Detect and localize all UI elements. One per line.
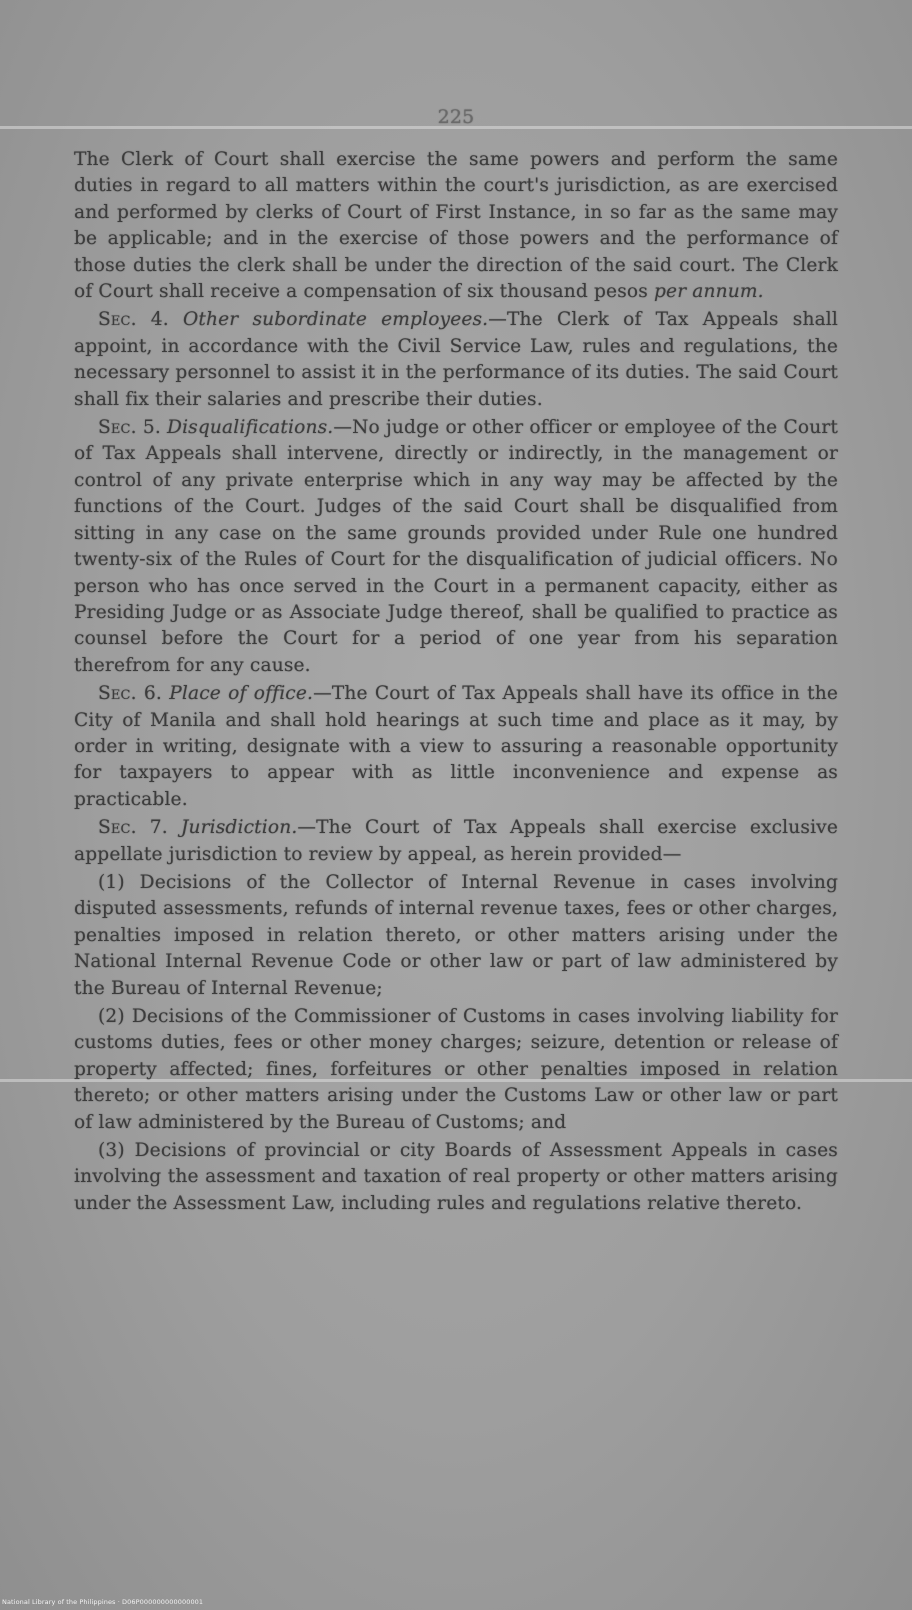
paragraph-clerk-text: The Clerk of Court shall exercise the same powers and perform the same duties in regard to all matters within the court's jurisdiction, as are exercised and performed by clerks of Court of First Instance, in so far as the same may be applicable; and in the exercise of those powers and the performance of those duties the clerk shall be under the direction of the said court. The Clerk of Court shall receive a compensation of six thousand pesos xyxy=(74,149,838,303)
body-text xyxy=(74,147,838,1219)
section-7-label: Sec. 7. xyxy=(98,817,168,839)
jurisdiction-item-3: (3) Decisions of provincial or city Boards of Assessment Appeals in cases involving the assessment and taxation of real property or other matters arising under the Assessment Law, including rules and regulations relative thereto. xyxy=(74,1140,838,1214)
section-6-label: Sec. 6. xyxy=(98,683,162,705)
jurisdiction-item-2: (2) Decisions of the Commissioner of Customs in cases involving liability for customs duties, fees or other money charges; seizure, detention or release of property affected; fines, forfeitures or other penalties imposed in relation thereto; or other matters arising under the Customs Law or other law or part of law administered by the Bureau of Customs; and xyxy=(74,1006,838,1133)
section-4-heading: Other subordinate employees. xyxy=(182,309,489,331)
section-6-body: —The Court of Tax Appeals shall have its office in the City of Manila and shall hold hearings at such time and place as it may, by order in writing, designate with a view to assuring a reasonable opportunity for taxpayers to appear with as little inconvenience and expense as practicable. xyxy=(74,683,838,810)
section-7-heading: Jurisdiction. xyxy=(180,817,298,839)
per-annum-text: per annum. xyxy=(653,281,764,303)
archive-footer: National Library of the Philippines · D06P000000000000001 xyxy=(2,1598,204,1606)
page-number: 225 xyxy=(437,106,475,128)
section-5-heading: Disqualifications. xyxy=(167,417,334,439)
paragraph-clerk-of-court xyxy=(74,147,838,305)
section-6 xyxy=(74,681,838,813)
section-5 xyxy=(74,415,838,679)
section-7-body: —The Court of Tax Appeals shall exercise exclusive appellate jurisdiction to review by appeal, as herein provided— xyxy=(74,817,838,865)
section-5-label: Sec. 5. xyxy=(98,417,161,439)
section-5-body: —No judge or other officer or employee of the Court of Tax Appeals shall intervene, directly or indirectly, in the management or control of any private enterprise which in any way may be affected by the functions of the Court. Judges of the said Court shall be disqualified from sitting in any case on the same grounds provided under Rule one hundred twenty-six of the Rules of Court for the disqualification of judicial officers. No person who has once served in the Court in a permanent capacity, either as Presiding Judge or as Associate Judge thereof, shall be qualified to practice as counsel before the Court for a period of one year from his separation therefrom for any cause. xyxy=(74,417,838,676)
section-6-heading: Place of office. xyxy=(169,683,314,705)
jurisdiction-item-1: (1) Decisions of the Collector of Internal Revenue in cases involving disputed assessments, refunds of internal revenue taxes, fees or other charges, penalties imposed in relation thereto, or other matters arising under the National Internal Revenue Code or other law or part of law administered by the Bureau of Internal Revenue; xyxy=(74,871,838,999)
section-4-label: Sec. 4. xyxy=(98,309,169,331)
section-4-body: —The Clerk of Tax Appeals shall appoint, in accordance with the Civil Service Law, rules and regulations, the necessary personnel to assist it in the performance of its duties. The said Court shall fix their salaries and prescribe their duties. xyxy=(74,309,838,410)
section-7 xyxy=(74,815,838,868)
section-4 xyxy=(74,307,838,413)
